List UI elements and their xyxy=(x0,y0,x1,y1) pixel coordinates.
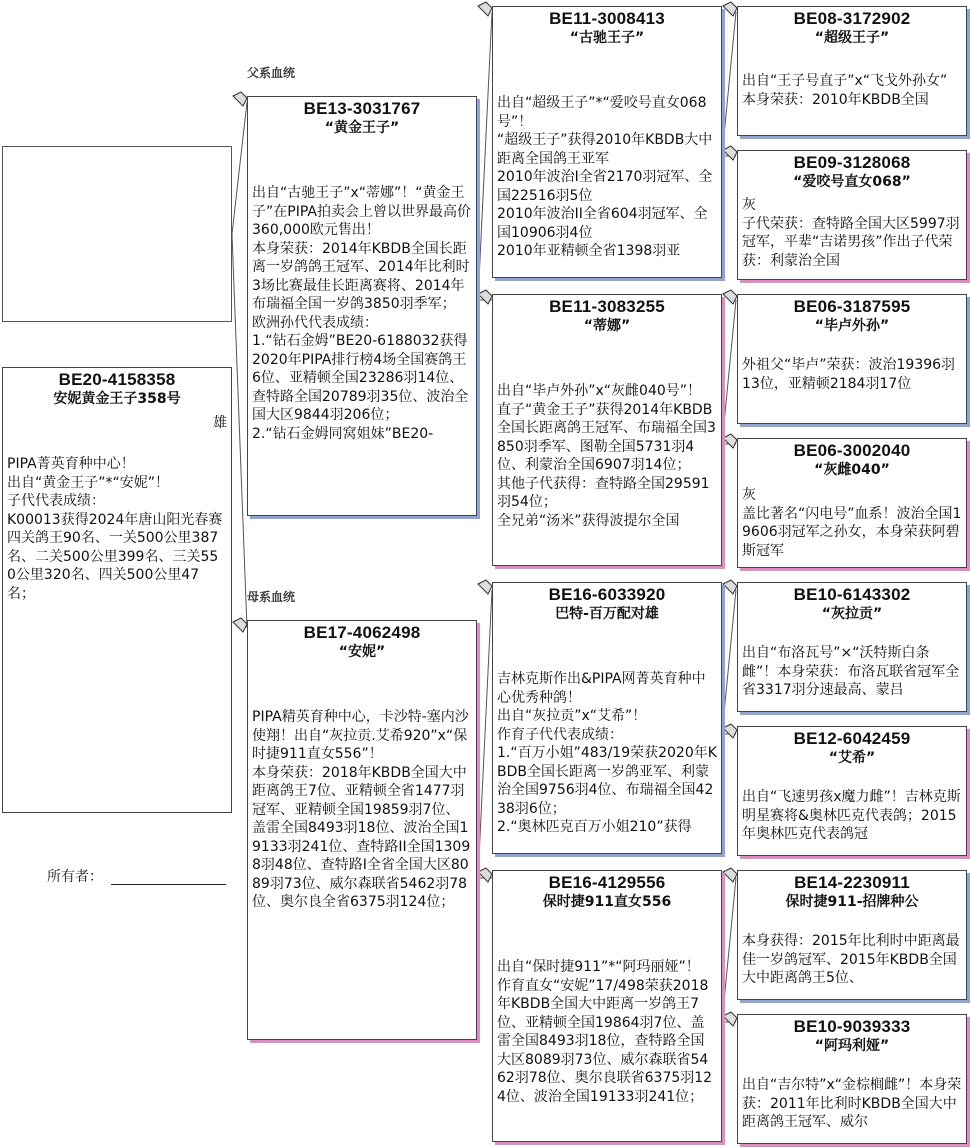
ggp-sds-card xyxy=(737,294,967,424)
sdd-description: 灰 盖比著名“闪电号”血系！波治全国19606羽冠军之孙女，本身荣获阿碧斯冠军 xyxy=(742,487,962,559)
dds-description: 本身获得：2015年比利时中距离最佳一岁鸽冠军、2015年KBDB全国大中距离鸽王5位、 xyxy=(742,933,960,986)
sdd-name: “灰雌040” xyxy=(814,462,890,478)
dd-name: 保时捷911直女556 xyxy=(542,894,672,910)
subject-description: PIPA菁英育种中心！ 出自“黄金王子”*“安妮”！ 子代代表成绩： K00013获得2024年唐山阳光春赛四关鸽王90名、一关500公里387名、二关500公里399名、三关550公里320名、四关500公里47名； xyxy=(7,456,223,602)
dds-ring-id: BE14-2230911 xyxy=(794,873,910,892)
sd-description: 出自“毕卢外孙”x“灰雌040号”！ 直子“黄金王子”获得2014年KBDB全国长距离鸽王冠军、布瑞福全国3850羽季军、图勒全国5731羽4位、利蒙治全国6907羽14位； 其他子代获得：查特路全国29591羽54位； 全兄弟“汤米”获得波提尔全国 xyxy=(497,383,716,529)
pin-icon xyxy=(723,434,737,448)
dss-description: 出自“布洛瓦号”×“沃特斯白条雌”！本身荣获：布洛瓦联省冠军全省3317羽分速最高、蒙吕 xyxy=(742,645,960,698)
pin-icon xyxy=(478,580,492,594)
sds-name: “毕卢外孙” xyxy=(814,318,890,334)
sss-ring-id: BE08-3172902 xyxy=(793,9,911,28)
pin-icon xyxy=(723,146,737,160)
dd-description: 出自“保时捷911”*“阿玛丽娅”！ 作育直女“安妮”17/498荣获2018年KBDB全国大中距离一岁鸽王7位、亚精顿全国19864羽7位、盖雷全国8493羽18位，查特路全国大区8089羽73位、威尔森联省5462羽78位、奥尔良联省6375羽124位、波治全国19133羽241位； xyxy=(497,959,713,1105)
dam-card xyxy=(247,620,477,1040)
owner-signature-line xyxy=(111,884,226,885)
dam-description: PIPA精英育种中心，卡沙特-塞内沙使翔！出自“灰拉贡.艾希920”x“保时捷911直女556”！ 本身荣获：2018年KBDB全国大中距离鸽王7位、亚精顿全省1477羽冠军、亚精顿全国19859羽7位、盖雷全国8493羽18位、波治全国19133羽241位、查特路II全国13098羽48位、查特路I全省全国大区8089羽73位、威尔森联省5462羽78位、奥尔良全省6375羽124位； xyxy=(252,709,471,910)
dsd-description: 出自“飞速男孩x魔力雌”！吉林克斯明星赛将&奥林匹克代表鸽；2015年奥林匹克代表鸽冠 xyxy=(742,789,961,842)
pin-icon xyxy=(723,2,737,16)
sire-description: 出自“古驰王子”x“蒂娜”！“黄金王子”在PIPA拍卖会上曾以世界最高价360,000欧元售出！ 本身荣获：2014年KBDB全国长距离一岁鸽鸽王冠军、2014年比利时3场比赛最佳长距离赛将、2014年布瑞福全国一岁鸽3850羽季军； 欧洲孙代代表成绩： 1.“钻石金姆”BE20-6188032获得2020年PIPA排行榜4场全国赛鸽王6位、亚精顿全国23286羽14位、查特路全国20789羽35位、波治全国大区9844羽206位； 2.“钻石金姆同窝姐妹”BE20- xyxy=(252,185,471,442)
dss-ring-id: BE10-6143302 xyxy=(793,585,911,604)
ggp-dss-card xyxy=(737,582,967,712)
pin-icon xyxy=(723,868,737,882)
subject-card xyxy=(2,367,232,813)
pin-icon xyxy=(478,290,492,304)
dam-line-label: 母系血统 xyxy=(247,590,296,604)
sd-ring-id: BE11-3083255 xyxy=(549,297,665,316)
dss-name: “灰拉贡” xyxy=(821,606,883,622)
sire-ring-id: BE13-3031767 xyxy=(303,99,421,118)
sds-description: 外祖父“毕卢”荣获：波治19396羽13位，亚精顿2184羽17位 xyxy=(742,357,956,392)
ddd-name: “阿玛利娅” xyxy=(814,1038,890,1054)
grand-dam-maternal-card xyxy=(492,870,722,1142)
ggp-dsd-card xyxy=(737,726,967,856)
pin-icon xyxy=(723,724,737,738)
pin-icon xyxy=(478,868,492,882)
ss-description: 出自“超级王子”*“爱咬号直女068号”！ “超级王子”获得2010年KBDB大中距离全国鸽王亚军 2010年波治I全省2170羽冠军、全国22516羽5位 2010年波治II全省604羽冠军、全国10906羽4位 2010年亚精顿全省1398羽亚 xyxy=(497,95,713,259)
pin-icon xyxy=(478,2,492,16)
ds-ring-id: BE16-6033920 xyxy=(548,585,666,604)
ggp-sss-card xyxy=(737,6,967,136)
sire-name: “黄金王子” xyxy=(324,120,400,136)
subject-gender: 雄 xyxy=(213,415,227,431)
owner-label: 所有者： xyxy=(47,869,103,885)
ggp-ddd-card xyxy=(737,1014,967,1144)
pin-icon xyxy=(233,618,247,632)
dd-ring-id: BE16-4129556 xyxy=(548,873,666,892)
sire-card xyxy=(247,96,477,516)
subject-ring-id: BE20-4158358 xyxy=(58,370,176,389)
pin-icon xyxy=(233,92,247,106)
ggp-dds-card xyxy=(737,870,967,1000)
dsd-ring-id: BE12-6042459 xyxy=(793,729,911,748)
pin-icon xyxy=(723,290,737,304)
sdd-ring-id: BE06-3002040 xyxy=(793,441,911,460)
sss-description: 出自“王子号直子”x“飞戈外孙女” 本身荣获：2010年KBDB全国 xyxy=(742,73,948,108)
ss-name: “古驰王子” xyxy=(569,30,645,46)
sss-name: “超级王子” xyxy=(814,30,890,46)
connector-subject-sire xyxy=(232,102,247,234)
ds-description: 吉林克斯作出&PIPA网菁英育种中心优秀种鸽！ 出自“灰拉贡”x“艾希”！ 作育子代代表成绩： 1.“百万小姐”483/19荣获2020年KBDB全国长距离一岁鸽亚军、利蒙治全国9756羽4位、布瑞福全国4238羽6位； 2.“奥林匹克百万小姐210”获得 xyxy=(497,671,717,835)
dam-ring-id: BE17-4062498 xyxy=(303,623,421,642)
connector-dam-ds xyxy=(478,590,492,878)
pin-icon xyxy=(723,1012,737,1026)
ssd-name: “爱咬号直女068” xyxy=(793,174,911,190)
subject-name: 安妮黄金王子358号 xyxy=(53,391,181,407)
grand-sire-paternal-card xyxy=(492,6,722,278)
ssd-ring-id: BE09-3128068 xyxy=(793,153,911,172)
grand-dam-paternal-card xyxy=(492,294,722,566)
dsd-name: “艾希” xyxy=(828,750,876,766)
pin-icon xyxy=(723,580,737,594)
ggp-ssd-card xyxy=(737,150,967,280)
sds-ring-id: BE06-3187595 xyxy=(793,297,911,316)
ggp-sdd-card xyxy=(737,438,967,568)
connector-sire-ss xyxy=(478,12,492,300)
ssd-description: 灰 子代荣获：查特路全国大区5997羽冠军，平辈“吉诺男孩”作出子代荣获：利蒙治全国 xyxy=(742,197,960,269)
ddd-ring-id: BE10-9039333 xyxy=(793,1017,911,1036)
dam-name: “安妮” xyxy=(338,644,386,660)
ss-ring-id: BE11-3008413 xyxy=(549,9,665,28)
sd-name: “蒂娜” xyxy=(583,318,631,334)
connector-subject-dam xyxy=(232,234,247,628)
ddd-description: 出自“吉尔特”x“金棕榈雌”！本身荣获：2011年比利时KBDB全国大中距离鸽王冠军、威尔 xyxy=(742,1077,962,1130)
grand-sire-maternal-card xyxy=(492,582,722,854)
photo-frame xyxy=(2,146,232,322)
dds-name: 保时捷911-招牌种公 xyxy=(785,894,919,910)
sire-line-label: 父系血统 xyxy=(247,66,296,80)
ds-name: 巴特-百万配对雄 xyxy=(555,606,659,622)
